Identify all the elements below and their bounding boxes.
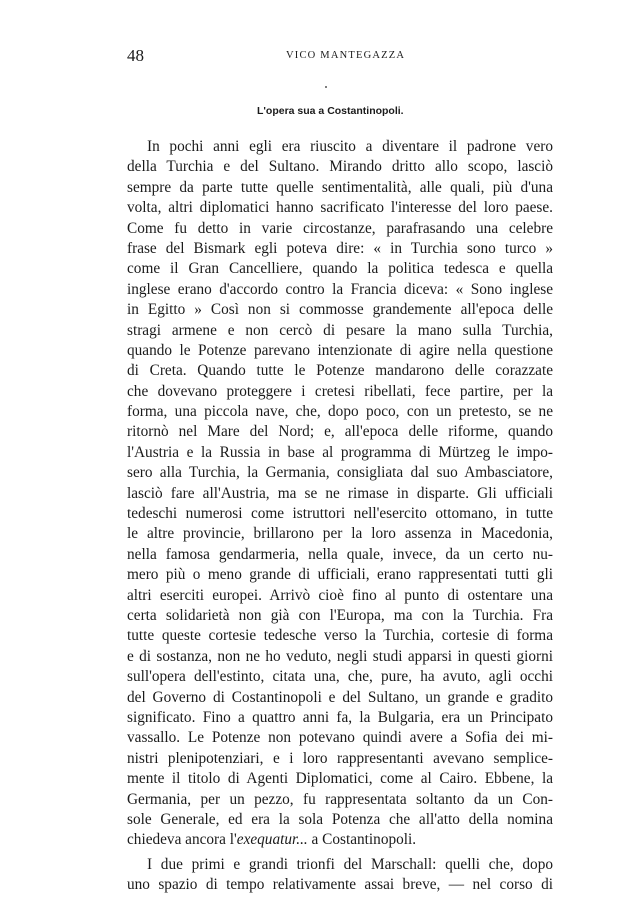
- italic-term: exequatur...: [236, 831, 308, 849]
- text-line: e di sostanza, non ne ho veduto, negli studi apparsi in questi giorni: [127, 647, 553, 665]
- text-line: che dovevano proteggere i cretesi ribellati, fece partire, per la: [127, 382, 553, 400]
- text-line: lasciò fare all'Austria, ma se ne rimase in disparte. Gli ufficiali: [127, 484, 553, 502]
- text-line: uno spazio di tempo relativamente assai breve, — nel corso di: [127, 876, 553, 894]
- text-line: ritornò nel Mare del Nord; e, all'epoca delle riforme, quando: [127, 423, 553, 441]
- text-line: nistri plenipotenziari, e i loro rappresentanti avevano semplice-: [127, 749, 553, 767]
- text-line: volta, altri diplomatici hanno sacrificato l'interesse del loro paese.: [127, 199, 553, 217]
- text-line: Germania, per un pezzo, fu rappresentata soltanto da un Con-: [127, 790, 553, 808]
- text-line: della Turchia e del Sultano. Mirando dritto allo scopo, lasciò: [127, 158, 553, 176]
- text-line: forma, una piccola nave, che, dopo poco, con un pretesto, se ne: [127, 403, 553, 421]
- text-line: sempre da parte tutte quelle sentimentalità, alle quali, più d'una: [127, 178, 553, 196]
- running-head: VICO MANTEGAZZA: [286, 50, 406, 61]
- text-line: mero più o meno grande di ufficiali, erano rappresentati tutti gli: [127, 566, 553, 584]
- text-line: certa solidarietà non già con l'Europa, ma con la Turchia. Fra: [127, 606, 553, 624]
- text-fragment: a Costantinopoli.: [307, 831, 417, 849]
- text-line: significato. Fino a quattro anni fa, la Bulgaria, era un Principato: [127, 708, 553, 726]
- page-number: 48: [127, 46, 144, 65]
- text-line: I due primi e grandi trionfi del Marschall: quelli che, dopo: [147, 855, 553, 873]
- stray-mark: [325, 86, 327, 88]
- text-line: sole Generale, ed era la sola Potenza che all'atto della nomina: [127, 810, 553, 828]
- text-line: sull'opera dell'estinto, citata una, che, pure, ha avuto, agli occhi: [127, 668, 553, 686]
- text-line: tutte queste cortesie tedesche verso la Turchia, cortesie di forma: [127, 627, 553, 645]
- text-line: nella famosa gendarmeria, nella quale, invece, da un certo nu-: [127, 545, 553, 563]
- text-line: frase del Bismark egli poteva dire: « in Turchia sono turco »: [127, 239, 553, 257]
- text-line: Come fu detto in varie circostanze, parafrasando una celebre: [127, 219, 553, 237]
- text-line: mente il titolo di Agenti Diplomatici, come al Cairo. Ebbene, la: [127, 770, 553, 788]
- text-line: quando le Potenze parevano intenzionate di agire nella questione: [127, 341, 553, 359]
- body-text: [127, 137, 553, 895]
- text-line: [127, 830, 553, 850]
- text-line: l'Austria e la Russia in base al programma di Mürtzeg le impo-: [127, 443, 553, 461]
- text-line: altri eserciti europei. Arrivò cioè fino al punto di ostentare una: [127, 586, 553, 604]
- text-fragment: chiedeva ancora l': [127, 831, 237, 849]
- text-line: le altre provincie, brillarono per la loro assenza in Macedonia,: [127, 525, 553, 543]
- text-line: In pochi anni egli era riuscito a diventare il padrone vero: [147, 138, 553, 155]
- text-line: del Governo di Costantinopoli e del Sultano, un grande e gradito: [127, 688, 553, 706]
- text-line: vassallo. Le Potenze non potevano quindi avere a Sofia dei mi-: [127, 729, 553, 747]
- text-line: stragi armene e non cercò di pesare la mano sulla Turchia,: [127, 321, 553, 339]
- text-line: in Egitto » Così non si commosse grandemente all'epoca delle: [127, 301, 553, 319]
- text-line: inglese erano d'accordo contro la Francia diceva: « Sono inglese: [127, 280, 553, 298]
- section-title: L'opera sua a Costantinopoli.: [257, 105, 404, 117]
- text-line: sero alla Turchia, la Germania, consigliata dal suo Ambasciatore,: [127, 464, 553, 482]
- text-line: di Creta. Quando tutte le Potenze mandarono delle corazzate: [127, 362, 553, 380]
- text-line: tedeschi numerosi come istruttori nell'esercito ottomano, in tutte: [127, 505, 553, 523]
- text-line: come il Gran Cancelliere, quando la politica tedesca e quella: [127, 260, 553, 278]
